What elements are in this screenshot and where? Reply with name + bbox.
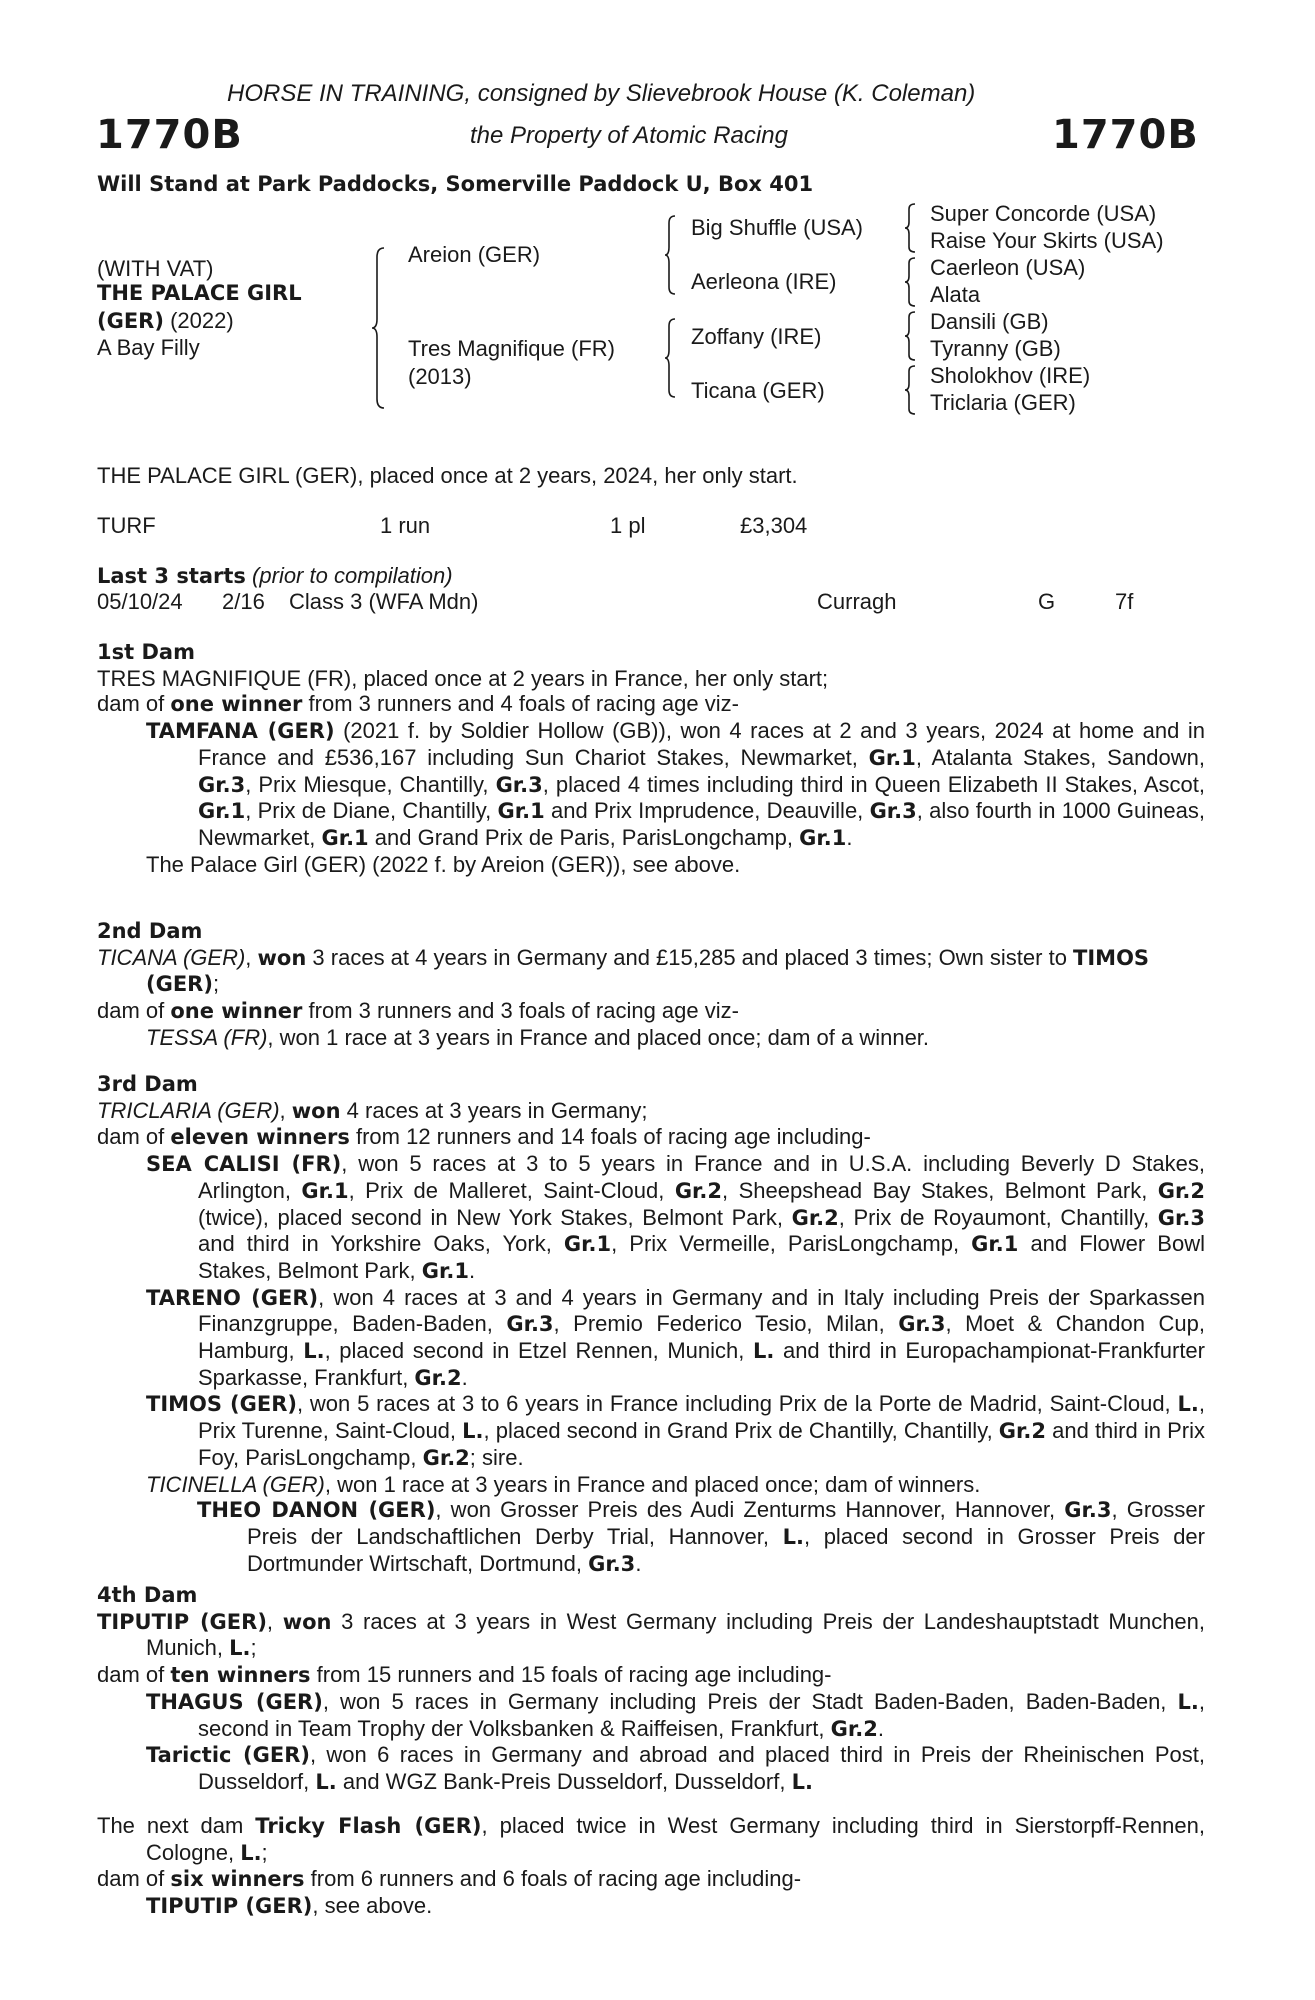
fourth-dam-section — [97, 1583, 1205, 1796]
grand-ancestor-8: Triclaria (GER) — [930, 390, 1076, 415]
dam-name: Tres Magnifique (FR) — [408, 336, 616, 361]
section-heading: 4th Dam — [97, 1583, 198, 1607]
produce-entry: TICINELLA (GER), won 1 race at 3 years in France and placed once; dam of winners. — [146, 1471, 981, 1497]
dam-line: TICANA (GER), won 3 races at 4 years in Germany and £15,285 and placed 3 times; Own sister to TIMOS (GER); — [97, 944, 1150, 997]
dam-line: TIPUTIP (GER), won 3 races at 3 years in West Germany including Preis der Landeshauptstadt Munchen, Munich, L.; — [97, 1608, 1206, 1661]
grand-ancestor-4: Alata — [930, 282, 981, 307]
horse-country-year: (GER) (2022) — [97, 308, 234, 333]
dam-line: dam of one winner from 3 runners and 3 foals of racing age viz- — [97, 998, 739, 1024]
grand-ancestor-6: Tyranny (GB) — [930, 336, 1061, 361]
grand-ancestor-1: Super Concorde (USA) — [930, 201, 1157, 226]
start-race: Class 3 (WFA Mdn) — [289, 589, 479, 614]
record-placed: 1 pl — [610, 513, 646, 538]
sire-brace — [665, 215, 679, 295]
produce-entry: THEO DANON (GER), won Grosser Preis des Audi Zenturms Hannover, Hannover, Gr.3, Grosser Preis der Landschaftlichen Derby Trial, Hannover, L., placed second in Grosser Preis der Dortmunder Wirtschaft, Dortmund, Gr.3. — [197, 1497, 1205, 1576]
sire-name: Areion (GER) — [408, 242, 541, 267]
vat-label: (WITH VAT) — [97, 256, 214, 281]
racing-summary: THE PALACE GIRL (GER), placed once at 2 years, 2024, her only start. — [97, 463, 798, 488]
produce-entry: SEA CALISI (FR), won 5 races at 3 to 5 years in France and in U.S.A. including Beverly D Stakes, Arlington, Gr.1, Prix de Malleret, Saint-Cloud, Gr.2, Sheepshead Bay Stakes, Belmont Park, Gr.2 (twice), placed second in New York Stakes, Belmont Park, Gr.2, Prix de Royaumont, Chantilly, Gr.3 and third in Yorkshire Oaks, York, Gr.1, Prix Vermeille, ParisLongchamp, Gr.1 and Flower Bowl Stakes, Belmont Park, Gr.1. — [146, 1151, 1206, 1283]
start-distance: 7f — [1115, 589, 1134, 614]
dam-sire: Zoffany (IRE) — [691, 324, 822, 349]
start-course: Curragh — [817, 589, 897, 614]
produce-entry: TIPUTIP (GER), see above. — [146, 1893, 433, 1919]
produce-entry: Tarictic (GER), won 6 races in Germany and abroad and placed third in Preis der Rheinischen Post, Dusseldorf, L. and WGZ Bank-Preis Dusseldorf, Dusseldorf, L. — [146, 1742, 1205, 1794]
dam-line: TRICLARIA (GER), won 4 races at 3 years in Germany; — [97, 1097, 648, 1123]
last-starts-heading: Last 3 starts (prior to compilation) — [97, 563, 453, 588]
dam-line: dam of one winner from 3 runners and 4 foals of racing age viz- — [97, 691, 739, 717]
start-going: G — [1038, 589, 1056, 614]
start-date: 05/10/24 — [97, 589, 183, 614]
third-dam-section — [97, 1072, 1205, 1577]
record-earnings: £3,304 — [740, 513, 808, 538]
first-dam-section — [97, 640, 1205, 877]
horse-name: THE PALACE GIRL — [97, 281, 302, 305]
grand-ancestor-2: Raise Your Skirts (USA) — [930, 228, 1164, 253]
section-heading: 1st Dam — [97, 640, 195, 664]
g-brace-3 — [905, 311, 919, 361]
dam-line: TRES MAGNIFIQUE (FR), placed once at 2 years in France, her only start; — [97, 665, 829, 691]
g-brace-2 — [905, 257, 919, 307]
sire-sire: Big Shuffle (USA) — [691, 215, 864, 240]
produce-entry: THAGUS (GER), won 5 races in Germany including Preis der Stadt Baden-Baden, Baden-Baden, L., second in Team Trophy der Volksbanken & Raiffeisen, Frankfurt, Gr.2. — [146, 1688, 1205, 1741]
dam-line: dam of six winners from 6 runners and 6 foals of racing age including- — [97, 1866, 802, 1892]
section-heading: 3rd Dam — [97, 1072, 198, 1096]
grand-ancestor-7: Sholokhov (IRE) — [930, 363, 1091, 388]
g-brace-1 — [905, 203, 919, 253]
location-line: Will Stand at Park Paddocks, Somerville Paddock U, Box 401 — [97, 172, 814, 196]
g-brace-4 — [905, 365, 919, 415]
consignor-line: HORSE IN TRAINING, consigned by Slievebrook House (K. Coleman) — [227, 80, 976, 107]
dam-line: dam of ten winners from 15 runners and 15 foals of racing age including- — [97, 1662, 832, 1688]
lot-number-right: 1770B — [1052, 112, 1199, 158]
dam-line: The next dam Tricky Flash (GER), placed twice in West Germany including third in Sierstorpff-Rennen, Cologne, L.; — [97, 1813, 1205, 1865]
grand-ancestor-3: Caerleon (USA) — [930, 255, 1086, 280]
dam-dam: Ticana (GER) — [691, 378, 825, 403]
horse-description: A Bay Filly — [97, 335, 200, 360]
produce-entry: TARENO (GER), won 4 races at 3 and 4 years in Germany and in Italy including Preis der Sparkassen Finanzgruppe, Baden-Baden, Gr.3, Premio Federico Tesio, Milan, Gr.3, Moet & Chandon Cup, Hamburg, L., placed second in Etzel Rennen, Munich, L. and third in Europachampionat-Frankfurter Sparkasse, Frankfurt, Gr.2. — [146, 1284, 1205, 1390]
property-line: the Property of Atomic Racing — [470, 122, 788, 149]
record-runs: 1 run — [380, 513, 431, 538]
dam-year: (2013) — [408, 364, 472, 389]
produce-entry: TESSA (FR), won 1 race at 3 years in France and placed once; dam of a winner. — [146, 1024, 930, 1050]
grand-ancestor-5: Dansili (GB) — [930, 309, 1049, 334]
lot-number-left: 1770B — [96, 112, 243, 158]
second-dam-section — [97, 919, 1205, 1051]
dam-line: dam of eleven winners from 12 runners and 14 foals of racing age including- — [97, 1124, 871, 1150]
main-brace — [372, 247, 388, 409]
produce-entry: The Palace Girl (GER) (2022 f. by Areion (GER)), see above. — [146, 851, 741, 877]
section-heading: 2nd Dam — [97, 919, 203, 943]
record-surface: TURF — [97, 513, 156, 538]
dam-brace — [665, 318, 679, 398]
produce-entry: TIMOS (GER), won 5 races at 3 to 6 years in France including Prix de la Porte de Madrid, Saint-Cloud, L., Prix Turenne, Saint-Cloud, L., placed second in Grand Prix de Chantilly, Chantilly, Gr.2 and third in Prix Foy, ParisLongchamp, Gr.2; sire. — [146, 1391, 1205, 1470]
start-position: 2/16 — [222, 589, 265, 614]
sire-dam: Aerleona (IRE) — [691, 269, 837, 294]
next-dam-section — [97, 1813, 1205, 1920]
produce-entry: TAMFANA (GER) (2021 f. by Soldier Hollow (GB)), won 4 races at 2 and 3 years, 2024 at home and in France and £536,167 including Sun Chariot Stakes, Newmarket, Gr.1, Atalanta Stakes, Sandown, Gr.3, Prix Miesque, Chantilly, Gr.3, placed 4 times including third in Queen Elizabeth II Stakes, Ascot, Gr.1, Prix de Diane, Chantilly, Gr.1 and Prix Imprudence, Deauville, Gr.3, also fourth in 1000 Guineas, Newmarket, Gr.1 and Grand Prix de Paris, ParisLongchamp, Gr.1. — [146, 718, 1206, 850]
